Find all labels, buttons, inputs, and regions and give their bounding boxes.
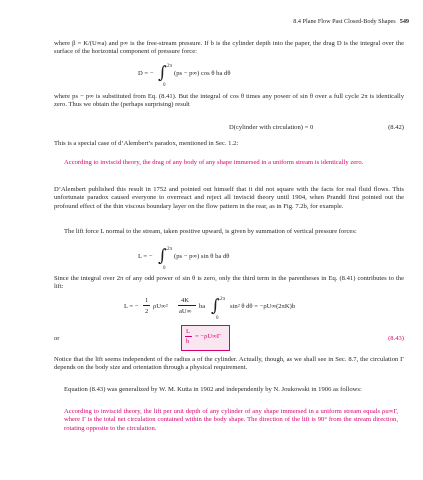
- or-label: or: [54, 335, 60, 342]
- k-fraction-denominator: aU∞: [179, 308, 192, 315]
- lower-limit: 0: [163, 83, 166, 88]
- equation-lift-integral: [54, 246, 404, 270]
- equation-number: (8.43): [388, 335, 404, 342]
- paragraph-lift-independence: [54, 356, 404, 373]
- eq-lhs: L = −: [124, 303, 139, 310]
- paragraph-dalembert-intro: [54, 140, 404, 148]
- paragraph-text: This is a special case of d’Alembert’s paradox, mentioned in Sec. 1.2:: [54, 140, 239, 147]
- lower-limit: 0: [163, 266, 166, 271]
- paragraph-lift-intro: [54, 228, 404, 236]
- equation-drag-integral: [54, 64, 404, 88]
- eq-body: (ps − p∞) cos θ ba dθ: [174, 70, 231, 77]
- equation-8-42: [54, 124, 404, 134]
- rho-u-squared: ρU∞²: [153, 303, 168, 310]
- eq-lhs: L = −: [138, 253, 153, 260]
- upper-limit: 2π: [167, 64, 173, 69]
- highlight-kutta-joukowski-theorem: [64, 408, 398, 433]
- highlight-dalembert-paradox: [64, 159, 398, 167]
- ba-factor: ba: [199, 303, 206, 310]
- eq-rhs: = −ρU∞Γ: [195, 333, 221, 340]
- upper-limit: 2π: [167, 247, 173, 252]
- highlight-text: According to inviscid theory, the lift per unit depth of any cylinder of any shape immersed in a uniform stream equals ρu∞Γ, where Γ is the total net circulation contained within the body shape. The direction of the lift is 90° from the stream direction, rotating opposite to the circulation.: [64, 408, 398, 432]
- paragraph-odd-power: [54, 275, 404, 292]
- paragraph-text: The lift force L normal to the stream, taken positive upward, is given by summation of vertical pressure forces:: [64, 228, 357, 235]
- integral-sign: ∫: [211, 296, 220, 316]
- paragraph-text: where β = K/(U∞a) and p∞ is the free-stream pressure. If b is the cylinder depth into the paper, the drag D is the integral over the surface of the horizontal component of pressure force:: [54, 40, 404, 56]
- half-denominator: 2: [145, 308, 149, 315]
- highlight-text: According to inviscid theory, the drag of any body of any shape immersed in a uniform stream is identically zero.: [64, 159, 364, 166]
- integral-sign: ∫: [158, 246, 167, 266]
- running-header: [293, 18, 409, 26]
- eq-lhs: D = −: [138, 70, 154, 77]
- equation-lift-evaluation: [54, 295, 404, 321]
- paragraph-drag-intro: [54, 40, 404, 57]
- eq-body: D(cylinder with circulation) = 0: [229, 124, 314, 131]
- paragraph-history: [54, 186, 404, 211]
- eq-body: (ps − p∞) sin θ ba dθ: [174, 253, 230, 260]
- half-numerator: 1: [145, 297, 149, 304]
- equation-number: (8.42): [388, 124, 404, 131]
- paragraph-text: Since the integral over 2π of any odd power of sin θ is zero, only the third term in the parentheses in Eq. (8.41) contributes to the lift:: [54, 275, 404, 291]
- k-fraction-bar: [178, 305, 196, 306]
- lift-denominator: b: [186, 338, 190, 345]
- paragraph-text: D’Alembert published this result in 1752 and pointed out himself that it did not square with the facts for real fluid flows. This unfortunate paradox caused everyone to overreact and reject all inviscid theory until 1904, when Prandtl first pointed out the profound effect of the thin viscous boundary layer on the flow pattern in the rear, as in Fig. 7.2b, for example.: [54, 186, 404, 210]
- k-fraction-numerator: 4K: [181, 297, 190, 304]
- integral-sign: ∫: [158, 63, 167, 83]
- eq-rest: sin² θ dθ = −ρU∞(2πK)b: [230, 303, 296, 310]
- upper-limit: 2π: [220, 297, 226, 302]
- paragraph-text: where ps − p∞ is substituted from Eq. (8.41). But the integral of cos θ times any power of sin θ over a full cycle 2π is identically zero. Thus we obtain the (perhaps surprising) result: [54, 93, 404, 109]
- paragraph-text: Equation (8.43) was generalized by W. M. Kutta in 1902 and independently by N. Joukowski in 1906 as follows:: [64, 386, 362, 393]
- paragraph-substitution: [54, 93, 404, 110]
- lower-limit: 0: [216, 316, 219, 321]
- section-title: 8.4 Plane Flow Past Closed-Body Shapes: [293, 18, 396, 25]
- equation-8-43: [54, 325, 404, 351]
- paragraph-text: Notice that the lift seems independent of the radius a of the cylinder. Actually, though, as we shall see in Sec. 8.7, the circulation Γ depends on the body size and orientation through a physical requirement.: [54, 356, 404, 372]
- page-number: 549: [399, 18, 409, 25]
- paragraph-kutta-joukowski: [54, 386, 404, 394]
- half-fraction-bar: [143, 305, 150, 306]
- lift-fraction-bar: [185, 336, 192, 337]
- lift-numerator: L: [186, 328, 191, 335]
